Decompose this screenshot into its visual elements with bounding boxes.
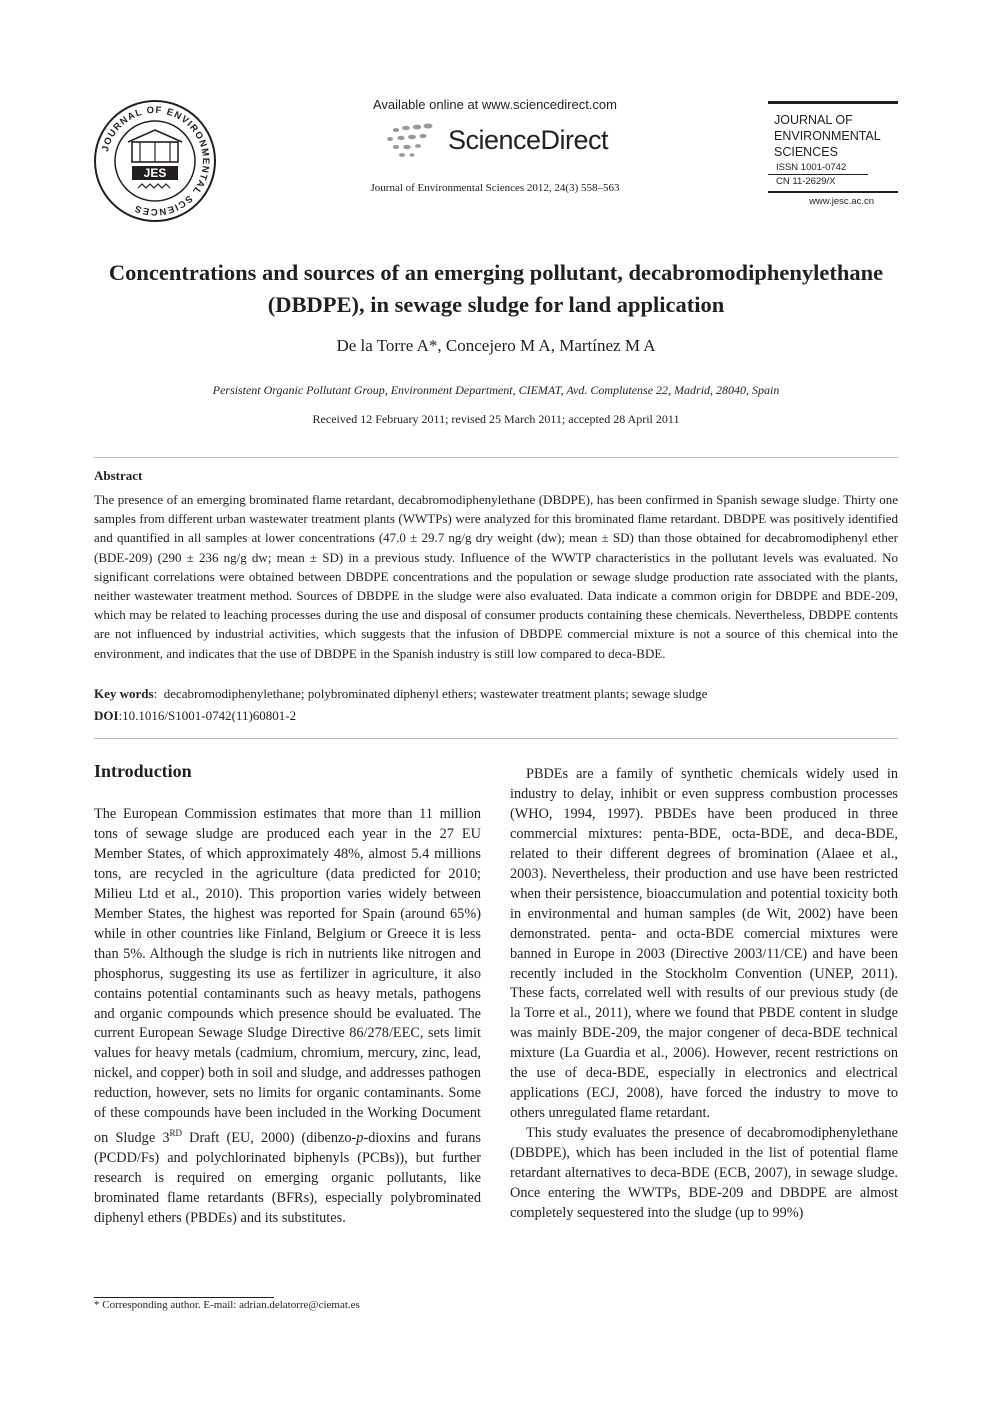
journal-url[interactable]: www.jesc.ac.cn	[809, 196, 874, 207]
sciencedirect-name: ScienceDirect	[447, 124, 609, 155]
abstract-text: The presence of an emerging brominated flame retardant, decabromodiphenylethane (DBDPE), has been confirmed in Spanish sewage sludge. Thirty one samples from different urban wastewater treatment plants (WWTPs) were analyzed for this brominated flame retardant. DBDPE was positively identified and quantified in all samples at lower concentrations (47.0 ± 29.7 ng/g dry weight (dw); mean ± SD) than those obtained for decabromodiphenyl ether (BDE-209) (290 ± 236 ng/g dw; mean ± SD) in a previous study. Influence of the WWTP characteristics in the pollutant levels was evaluated. No significant correlations were obtained between DBDPE concentrations and the population or sewage sludge production rate associated with the plants, neither wastewater treatment method. Sources of DBDPE in the sludge were also evaluated. Data indicate a common origin for DBDPE and BDE-209, which may be related to leaching processes during the use and disposal of consumer products containing these chemicals. Nevertheless, DBDPE contents are not influenced by industrial activities, which suggests that the infusion of DBDPE commercial mixture is not a source of this chemical into the environment, and indicates that the use of DBDPE in the Spanish industry is still low compared to deca-BDE.	[94, 492, 898, 661]
paragraph: The European Commission estimates that more than 11 million tons of sewage sludge are produced each year in the 27 EU Member States, of which approximately 48%, almost 5.4 millions tons, are recycled in the agriculture (data predicted for 2010; Milieu Ltd et al., 2010). This proportion varies widely between Member States, the highest was reported for Spain (around 65%) while in other countries like Finland, Belgium or Greece it is less than 5%. Although the sludge is rich in nutrients like nitrogen and phosphorus, suggesting its use as fertilizer in agriculture, it also contains potential contaminants such as heavy metals, pathogens and organic compounds which presence should be evaluated. The current European Sewage Sludge Directive 86/278/EEC, sets limit values for heavy metals (cadmium, chromium, mercury, zinc, lead, nickel, and copper) both in soil and sludge, and addresses pathogen reduction, however, sets no limits for organic contaminants. Some of these compounds have been included in the Working Document on Sludge 3RD Draft (EU, 2000) (dibenzo-p-dioxins and furans (PCDD/Fs) and polychlorinated biphenyls (PCBs)), but further research is required on emerging organic pollutants, like brominated flame retardants (BFRs), especially polybrominated diphenyl ethers (PBDEs) and its substitutes.	[94, 806, 481, 1226]
abstract-heading: Abstract	[94, 468, 143, 483]
section-heading-introduction: Introduction	[94, 761, 192, 781]
journal-citation: Journal of Environmental Sciences 2012, 24(3) 558–563	[370, 182, 620, 194]
article-affiliation: Persistent Organic Pollutant Group, Environment Department, CIEMAT, Avd. Complutense 22, Madrid, 28040, Spain	[212, 383, 780, 397]
divider	[94, 738, 898, 739]
keywords-list: decabromodiphenylethane; polybrominated diphenyl ethers; wastewater treatment plants; sewage sludge	[163, 686, 708, 701]
keywords: Key words: decabromodiphenylethane; polybrominated diphenyl ethers; wastewater treatment plants; sewage sludge	[94, 686, 708, 701]
article-dates: Received 12 February 2011; revised 25 March 2011; accepted 28 April 2011	[312, 412, 680, 426]
svg-text:JOURNAL OF ENVIRONMENTAL SCIEN: JOURNAL OF ENVIRONMENTAL SCIENCES	[99, 104, 212, 218]
journal-logo	[92, 98, 218, 224]
journal-cn: CN 11-2629/X	[776, 176, 836, 187]
keywords-label: Key words	[94, 686, 154, 701]
sciencedirect-brand	[300, 118, 690, 162]
doi-value[interactable]: :10.1016/S1001-0742(11)60801-2	[118, 708, 297, 723]
jes-seal-icon	[92, 98, 218, 224]
doi	[94, 708, 296, 724]
article-title: Concentrations and sources of an emerging pollutant, decabromodiphenylethane (DBDPE), in sewage sludge for land application	[108, 260, 884, 317]
divider	[768, 191, 898, 193]
paragraph: PBDEs are a family of synthetic chemicals widely used in industry to delay, inhibit or even suppress combustion processes (WHO, 1994, 1997). PBDEs have been produced in three commercial mixtures: penta-BDE, octa-BDE, and deca-BDE, related to their different degrees of bromination (Alaee et al., 2003). Nevertheless, their production and use have been restricted when their persistence, bioaccumulation and potential toxicity both in environmental and human samples (de Wit, 2002) have been demonstrated. penta- and octa-BDE comercial mixtures were banned in Europe in 2003 (Directive 2003/11/CE) and have been recently included in the Stockholm Convention (UNEP, 2011). These facts, correlated well with results of our previous study (de la Torre et al., 2011), where we found that PBDE content in sludge was mainly BDE-209, the major congener of deca-BDE technical mixture (La Guardia et al., 2006). However, recent restrictions on the use of deca-BDE, especially in electronics and electrical applications (ECJ, 2008), have forced the industry to move to others unregulated flame retardant.	[510, 766, 898, 1122]
divider	[94, 457, 898, 458]
superscript: RD	[169, 1128, 182, 1139]
divider	[768, 101, 898, 104]
paragraph: This study evaluates the presence of decabromodiphenylethane (DBDPE), which has been included in the list of potential flame retardant alternatives to deca-BDE (ECB, 2007), in sewage sludge. Once entering the WWTPs, BDE-209 and DBDPE are almost completely sequestered into the sludge (up to 99%)	[510, 1125, 898, 1221]
available-online: Available online at www.sciencedirect.com	[373, 97, 617, 112]
sciencedirect-dots-icon	[382, 120, 440, 160]
journal-name: JOURNAL OF ENVIRONMENTAL SCIENCES	[774, 113, 881, 159]
journal-issn: ISSN 1001-0742	[768, 161, 868, 175]
left-column	[94, 805, 481, 1229]
article-authors: De la Torre A*, Concejero M A, Martínez M A	[336, 336, 656, 355]
journal-info-box	[768, 101, 898, 207]
svg-text:JES: JES	[143, 166, 167, 180]
footnote-divider	[94, 1297, 274, 1298]
corresponding-author-footnote: * Corresponding author. E-mail: adrian.delatorre@ciemat.es	[94, 1299, 360, 1311]
right-column	[510, 765, 898, 1224]
doi-label: DOI	[94, 708, 119, 723]
